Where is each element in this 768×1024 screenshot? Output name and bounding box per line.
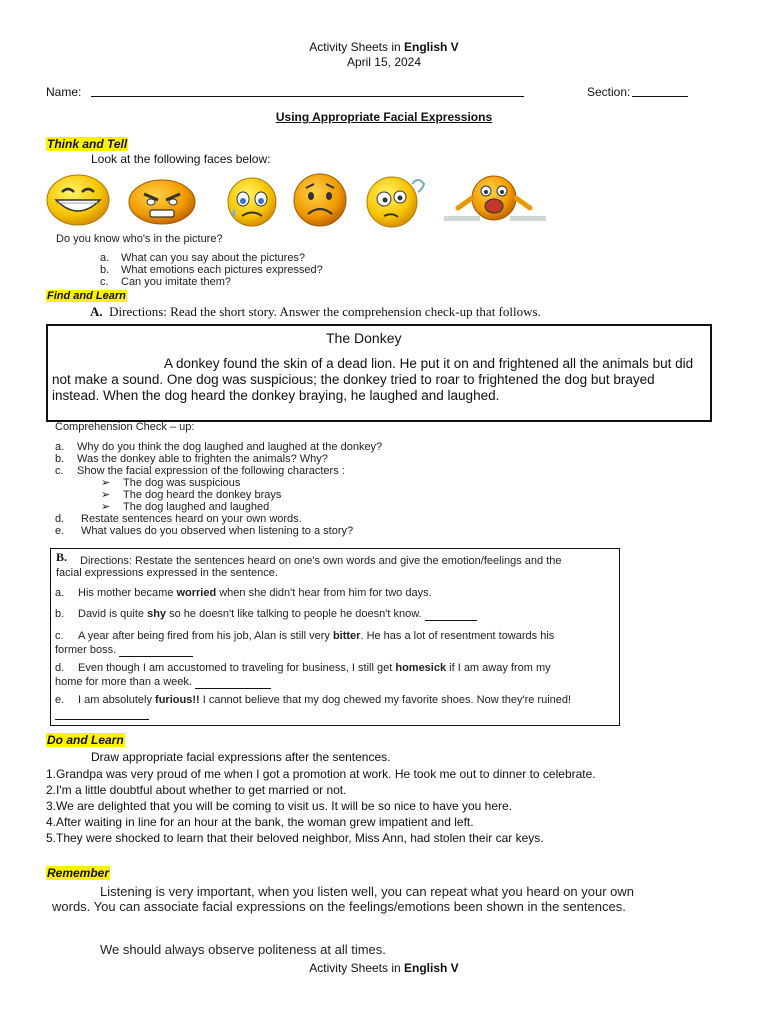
list-item: ➢ The dog was suspicious bbox=[101, 477, 241, 489]
worried-face-icon bbox=[294, 174, 346, 226]
list-item: 3.We are delighted that you will be coming to visit us. It will be so nice to have you here. bbox=[46, 799, 513, 813]
section-label: Section: bbox=[587, 85, 631, 99]
do-learn-label: Do and Learn bbox=[47, 733, 124, 747]
do-learn-intro: Draw appropriate facial expressions after the sentences. bbox=[91, 750, 391, 764]
name-label: Name: bbox=[46, 85, 82, 99]
list-item: c. Can you imitate them? bbox=[100, 276, 232, 288]
list-item: 1.Grandpa was very proud of me when I got a promotion at work. He took me out to dinner to celebrate. bbox=[46, 767, 596, 781]
section-blank-line[interactable] bbox=[632, 96, 688, 97]
grinning-face-icon bbox=[47, 175, 109, 225]
list-item: 4.After waiting in line for an hour at the bank, the woman grew impatient and left. bbox=[46, 815, 474, 829]
story-text: A donkey found the skin of a dead lion. He put it on and frightened all the animals but did not make a sound. One dog was suspicious; the donkey tried to roar to frightened the dog but brayed instead. When the dog heard the donkey braying, he laughed and laughed. bbox=[52, 356, 694, 403]
part-b-item-d: d. Even though I am accustomed to traveling for business, I still get homesick if I am away from my home for more than a week. bbox=[55, 662, 551, 688]
find-learn-label: Find and Learn bbox=[47, 290, 126, 302]
part-b-directions: Directions: Restate the sentences heard on one's own words and give the emotion/feelings and the facial expressions expressed in the sentence. bbox=[56, 555, 562, 579]
list-item: ➢ The dog laughed and laughed bbox=[101, 501, 270, 513]
think-tell-label: Think and Tell bbox=[47, 137, 128, 151]
answer-blank[interactable] bbox=[55, 707, 149, 720]
part-b-item-a: a. His mother became worried when she didn't hear from him for two days. bbox=[55, 587, 432, 599]
angry-face-icon bbox=[129, 180, 195, 224]
find-learn-directions: A. Directions: Read the short story. Answer the comprehension check-up that follows. bbox=[90, 304, 541, 319]
arrow-bullet-icon: ➢ bbox=[101, 489, 111, 501]
remember-politeness: We should always observe politeness at all times. bbox=[100, 942, 386, 957]
think-tell-list bbox=[100, 252, 323, 288]
answer-blank[interactable] bbox=[195, 676, 271, 689]
part-b-item-c: c. A year after being fired from his job, Alan is still very bitter. He has a lot of resentment towards his former boss. bbox=[55, 630, 555, 656]
arrow-bullet-icon: ➢ bbox=[101, 501, 111, 513]
name-blank-line[interactable] bbox=[91, 96, 524, 97]
list-item: a. What can you say about the pictures? bbox=[100, 252, 306, 264]
list-item: d. Restate sentences heard on your own words. bbox=[55, 513, 302, 525]
list-item: a. Why do you think the dog laughed and laughed at the donkey? bbox=[55, 441, 383, 453]
comprehension-list bbox=[55, 441, 382, 537]
sad-face-icon bbox=[228, 178, 276, 226]
do-learn-list bbox=[46, 766, 596, 846]
list-item: c. Show the facial expression of the following characters : bbox=[55, 465, 345, 477]
remember-label: Remember bbox=[47, 866, 110, 880]
header-date: April 15, 2024 bbox=[346, 55, 422, 69]
story-box bbox=[46, 324, 712, 422]
list-item: ➢ The dog heard the donkey brays bbox=[101, 489, 282, 501]
answer-blank[interactable] bbox=[425, 608, 477, 621]
list-item: 2.I'm a little doubtful about whether to get married or not. bbox=[46, 783, 347, 797]
answer-blank[interactable] bbox=[119, 644, 193, 657]
footer-title: Activity Sheets in English V bbox=[309, 961, 459, 975]
list-item: b. What emotions each pictures expressed? bbox=[100, 264, 323, 276]
think-tell-question: Do you know who's in the picture? bbox=[56, 233, 223, 245]
part-b-letter: B. bbox=[56, 550, 68, 564]
header-title: Activity Sheets in English V bbox=[309, 40, 459, 54]
confused-face-icon bbox=[367, 177, 424, 227]
list-item: e. What values do you observed when listening to a story? bbox=[55, 525, 354, 537]
list-item: b. Was the donkey able to frighten the animals? Why? bbox=[55, 453, 328, 465]
shocked-face-icon bbox=[444, 176, 546, 221]
remember-paragraph: Listening is very important, when you listen well, you can repeat what you heard on your own words. You can associate facial expressions on the feelings/emotions been shown in the sentences. bbox=[52, 884, 635, 914]
list-item: 5.They were shocked to learn that their beloved neighbor, Miss Ann, had stolen their car keys. bbox=[46, 831, 544, 845]
lesson-title: Using Appropriate Facial Expressions bbox=[275, 110, 493, 124]
comprehension-label: Comprehension Check – up: bbox=[55, 421, 195, 433]
think-tell-intro: Look at the following faces below: bbox=[91, 152, 271, 166]
part-b-box bbox=[50, 548, 620, 726]
arrow-bullet-icon: ➢ bbox=[101, 477, 111, 489]
part-b-item-e: e. I am absolutely furious!! I cannot believe that my dog chewed my favorite shoes. Now they're ruined! bbox=[55, 694, 595, 720]
emoji-faces-row bbox=[44, 172, 564, 228]
part-b-item-b: b. David is quite shy so he doesn't like talking to people he doesn't know. bbox=[55, 608, 611, 621]
story-title: The Donkey bbox=[326, 330, 402, 346]
